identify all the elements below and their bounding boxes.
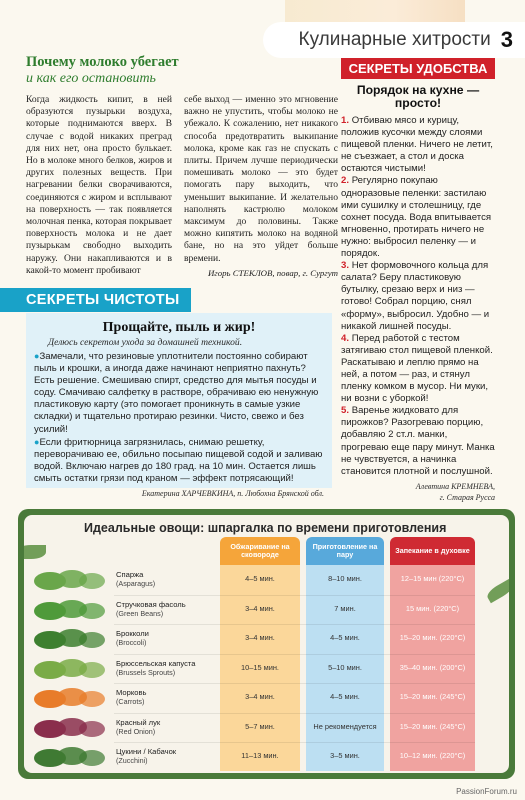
vegetable-image xyxy=(30,685,108,710)
bake-time: 10–12 мин. (220°C) xyxy=(399,751,466,761)
footer-site: PassionForum.ru xyxy=(456,787,517,796)
vegetable-name-en: (Red Onion) xyxy=(116,726,156,736)
fry-time: 4–5 мин. xyxy=(245,574,275,584)
vegetable-image xyxy=(30,626,108,651)
vegetable-name xyxy=(116,688,216,706)
steam-time: 8–10 мин. xyxy=(328,574,362,584)
vegetable-name-ru: Морковь xyxy=(116,688,147,697)
vegetable-name-ru: Стручковая фасоль xyxy=(116,599,186,609)
row-divider xyxy=(114,713,475,714)
tip-text: Перед работой с тестом затягиваю стол пищевой пленкой. Раскатываю и леплю прямо на ней, а потом — раз, и стянул пленку комком в мусор. Ни муки, ни возни с уборкой! xyxy=(341,332,493,405)
cleanliness-intro: Делюсь секретом ухода за домашней техникой. xyxy=(48,337,243,348)
vegetable-name xyxy=(116,747,216,765)
fry-time: 3–4 мин. xyxy=(245,633,275,643)
vegetable-name-en: (Green Beans) xyxy=(116,608,164,618)
veg-row xyxy=(24,565,509,594)
convenience-tip xyxy=(341,115,495,175)
article-signature: Игорь СТЕКЛОВ, повар, г. Сургут xyxy=(207,267,338,278)
bake-time: 15–20 мин. (220°C) xyxy=(399,633,466,643)
steam-time: 5–10 мин. xyxy=(328,662,362,672)
steam-time: 7 мин. xyxy=(334,603,356,613)
veg-row xyxy=(24,742,509,771)
vegetable-image xyxy=(30,597,108,622)
vegetable-name-en: (Brussels Sprouts) xyxy=(116,667,176,677)
cleanliness-section xyxy=(0,287,336,499)
convenience-tips xyxy=(341,115,495,478)
article-column-1: Когда жидкость кипит, в ней образуются пузырьки воздуха, которые поднимаются вверх. В случае с водой никаких преград для них нет, она просто булькает. Но в молоке много белков, жиров и других полезных веществ. При нагревании белки сворачиваются, соединяются с жиром и всплывают на поверхность — так появляется молочная пенка, которая покрывает поверхность молока и не дает пузырькам свободно выходить наружу. Они накапливаются и в какой-то момент пробивают xyxy=(26,93,172,276)
signature-city: г. Старая Русса xyxy=(439,492,495,502)
vegetable-name-ru: Красный лук xyxy=(116,717,161,727)
steam-time: 4–5 мин. xyxy=(330,692,360,702)
fry-time: 5–7 мин. xyxy=(245,721,275,731)
tip-number: 5. xyxy=(341,405,350,417)
bake-time: 35–40 мин. (200°C) xyxy=(399,662,466,672)
article-column-2: себе выход — именно это мгновение важно не упустить, чтобы молоко не убежало. К сожалению, нет никакого способа предотвратить выкипание молока, кроме как газ не спускать с плиты. Причем лучше периодически помешивать молоко — это будет помогать пару выходить, что уменьшит выкипание. И желательно наполнять кастрюлю молоком максимум до половины. Также можно кипятить молоко на водяной бане, но на это уйдет больше времени. xyxy=(184,93,338,264)
tip-text: Нет формовочного кольца для салата? Беру пластиковую бутылку, срезаю верх и низ — готово! Собрал порцию, снял «форму», выбросил. Удобно — и никакой лишней посуды. xyxy=(341,260,490,332)
steam-time: 4–5 мин. xyxy=(330,633,360,643)
convenience-tip xyxy=(341,260,495,333)
vegetable-name-en: (Carrots) xyxy=(116,697,145,706)
convenience-section xyxy=(341,58,495,503)
veg-row xyxy=(24,624,509,653)
veg-row xyxy=(24,654,509,683)
vegetable-name xyxy=(116,570,216,588)
convenience-signature xyxy=(341,481,495,503)
tip-text: Регулярно покупаю одноразовые пеленки: застилаю ими сушилку и столешницу, где сохнет посуда. Вода впитывается мгновенно, протирать ничего не нужно: выбросил пеленку — и порядок. xyxy=(341,175,492,260)
cleanliness-signature: Екатерина ХАРЧЕВКИНА, п. Любохна Брянской обл. xyxy=(141,489,324,499)
convenience-tip xyxy=(341,175,495,260)
veg-row xyxy=(24,713,509,742)
vegetable-name-en: (Zucchini) xyxy=(116,756,148,765)
tip-text: Варенье жидковато для пирожков? Разогреваю порцию, добавляю 2 ст.л. манки, прогреваю еще пару минут. Манка не чувствуется, а начинка становится плотной и послушной. xyxy=(341,405,495,477)
convenience-tip xyxy=(341,405,495,478)
vegetable-name xyxy=(116,629,216,647)
milk-article xyxy=(26,55,338,278)
fry-time: 10–15 мин. xyxy=(241,662,279,672)
row-divider xyxy=(114,595,475,596)
vegetable-name-ru: Брокколи xyxy=(116,629,149,638)
fry-time: 3–4 мин. xyxy=(245,603,275,613)
bullet-icon: ● xyxy=(34,351,40,361)
vegetable-name xyxy=(116,600,216,618)
veg-row xyxy=(24,683,509,712)
vegetable-name xyxy=(116,718,216,736)
page-number: 3 xyxy=(500,27,513,52)
section-header xyxy=(263,22,525,58)
convenience-tip xyxy=(341,333,495,406)
fry-time: 11–13 мин. xyxy=(241,751,279,761)
row-divider xyxy=(114,654,475,655)
convenience-title: Порядок на кухне — просто! xyxy=(356,83,480,110)
row-divider xyxy=(114,742,475,743)
veg-row xyxy=(24,595,509,624)
section-title: Кулинарные хитрости xyxy=(298,29,491,50)
tip-number: 3. xyxy=(341,260,350,272)
fry-time: 3–4 мин. xyxy=(245,692,275,702)
vegetable-image xyxy=(30,744,108,769)
vegetable-name-ru: Спаржа xyxy=(116,570,144,579)
vegetable-name-ru: Брюссельская капуста xyxy=(116,658,196,668)
vegetable-name-ru: Цукини / Кабачок xyxy=(116,747,177,756)
cleanliness-paragraph-1: Замечали, что резиновые уплотнители постоянно собирают пыль и крошки, а иногда даже начинают неприятно пахнуть? Есть решение. Смешиваю спирт, средство для мытья посуды и соду. Смачиваю салфетку в растворе, обрачиваю ею ненужную пластиковую карту (это помогает проникнуть в самые узкие складки) и тщательно протираю резинки. Чисто, свежо и без усилий! xyxy=(34,351,319,435)
convenience-banner: СЕКРЕТЫ УДОБСТВА xyxy=(341,58,495,79)
veg-table-title: Идеальные овощи: шпаргалка по времени приготовления xyxy=(84,521,447,535)
article-title: Почему молоко убегает xyxy=(26,54,179,70)
steam-time: Не рекомендуется xyxy=(313,721,377,731)
column-header-fry: Обжаривание на сковороде xyxy=(220,537,300,565)
vegetable-image xyxy=(30,715,108,740)
bake-time: 12–15 мин (220°C) xyxy=(400,574,465,584)
tip-number: 1. xyxy=(341,115,350,126)
bake-time: 15–20 мин. (245°C) xyxy=(399,692,466,702)
cleanliness-body xyxy=(26,313,332,499)
tip-number: 4. xyxy=(341,332,350,344)
vegetable-image xyxy=(30,567,108,592)
steam-time: 3–5 мин. xyxy=(330,751,360,761)
vegetable-name xyxy=(116,659,216,677)
column-header-steam: Приготовление на пару xyxy=(306,537,384,565)
article-body xyxy=(26,94,338,278)
cleanliness-title: Прощайте, пыль и жир! xyxy=(102,320,256,335)
tip-text: Отбиваю мясо и курицу, положив кусочки между слоями пищевой пленки. Ничего не летит, не съезжает, а стол и доска остаются чистыми! xyxy=(341,115,493,175)
cleanliness-banner: СЕКРЕТЫ ЧИСТОТЫ xyxy=(0,288,191,312)
column-header-bake: Запекание в духовке xyxy=(390,537,475,565)
bullet-icon: ● xyxy=(34,436,40,447)
row-divider xyxy=(114,683,475,684)
bake-time: 15–20 мин. (245°C) xyxy=(399,721,466,731)
cleanliness-paragraph-2: Если фритюрница загрязнилась, снимаю решетку, переворачиваю ее, обильно посыпаю пищевой содой и заливаю водой. Включаю нагрев до 180 град. на 10 мин. Остается лишь смыть остатки грязи под краном — эффект потрясающий! xyxy=(34,436,323,484)
row-divider xyxy=(114,624,475,625)
vegetable-name-en: (Broccoli) xyxy=(116,638,147,647)
bake-time: 15 мин. (220°C) xyxy=(405,603,460,613)
tip-number: 2. xyxy=(341,175,350,187)
article-subtitle: и как его остановить xyxy=(26,70,156,86)
vegetable-cooking-chart xyxy=(18,509,515,779)
vegetable-image xyxy=(30,656,108,681)
vegetable-name-en: (Asparagus) xyxy=(116,579,156,588)
signature-name: Алевтина КРЕМНЕВА, xyxy=(415,481,495,491)
leaf-decoration xyxy=(24,545,46,559)
